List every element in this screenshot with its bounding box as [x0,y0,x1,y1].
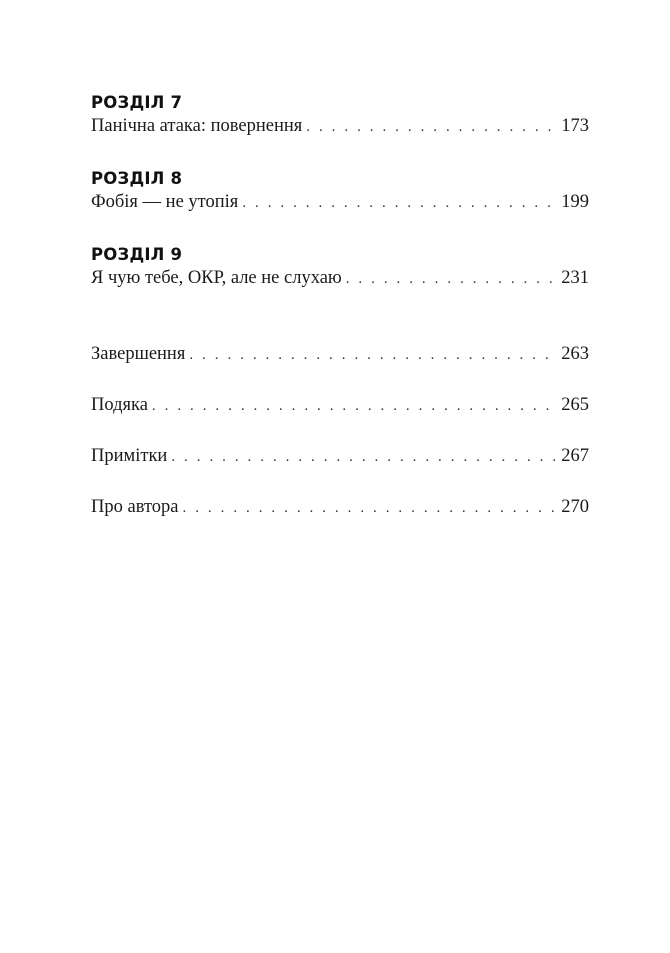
toc-chapter-9 [91,244,589,290]
chapter-heading: РОЗДІЛ 8 [91,169,183,188]
dot-leader [152,394,555,418]
toc-entry-title: Подяка [91,395,148,415]
toc-entry-about-author[interactable] [91,495,589,519]
toc-entry[interactable] [91,190,589,214]
toc-chapter-8 [91,168,589,214]
dot-leader [183,496,556,520]
dot-leader [346,267,556,291]
dot-leader [306,115,555,139]
toc-entry-conclusion[interactable] [91,342,589,366]
toc-entry-acknowledgements[interactable] [91,393,589,417]
toc-entry-page-number: 231 [561,268,589,288]
toc-entry-title: Фобія — не утопія [91,192,239,212]
toc-chapter-7 [91,92,589,138]
dot-leader [171,445,555,469]
toc-entry-title: Я чую тебе, ОКР, але не слухаю [91,268,342,288]
toc-entry-title: Панічна атака: повернення [91,116,303,136]
toc-entry-page-number: 267 [561,446,589,466]
chapter-heading: РОЗДІЛ 7 [91,93,183,112]
toc-entry-title: Завершення [91,344,186,364]
toc-entry-title: Примітки [91,446,168,466]
toc-entry-notes[interactable] [91,444,589,468]
toc-entry[interactable] [91,114,589,138]
chapter-heading: РОЗДІЛ 9 [91,245,183,264]
dot-leader [189,343,555,367]
toc-entry[interactable] [91,266,589,290]
toc-entry-page-number: 263 [561,344,589,364]
toc-entry-title: Про автора [91,497,179,517]
toc-entry-page-number: 199 [561,192,589,212]
toc-entry-page-number: 173 [561,116,589,136]
dot-leader [242,191,555,215]
toc-entry-page-number: 265 [561,395,589,415]
table-of-contents [91,92,589,519]
toc-entry-page-number: 270 [561,497,589,517]
